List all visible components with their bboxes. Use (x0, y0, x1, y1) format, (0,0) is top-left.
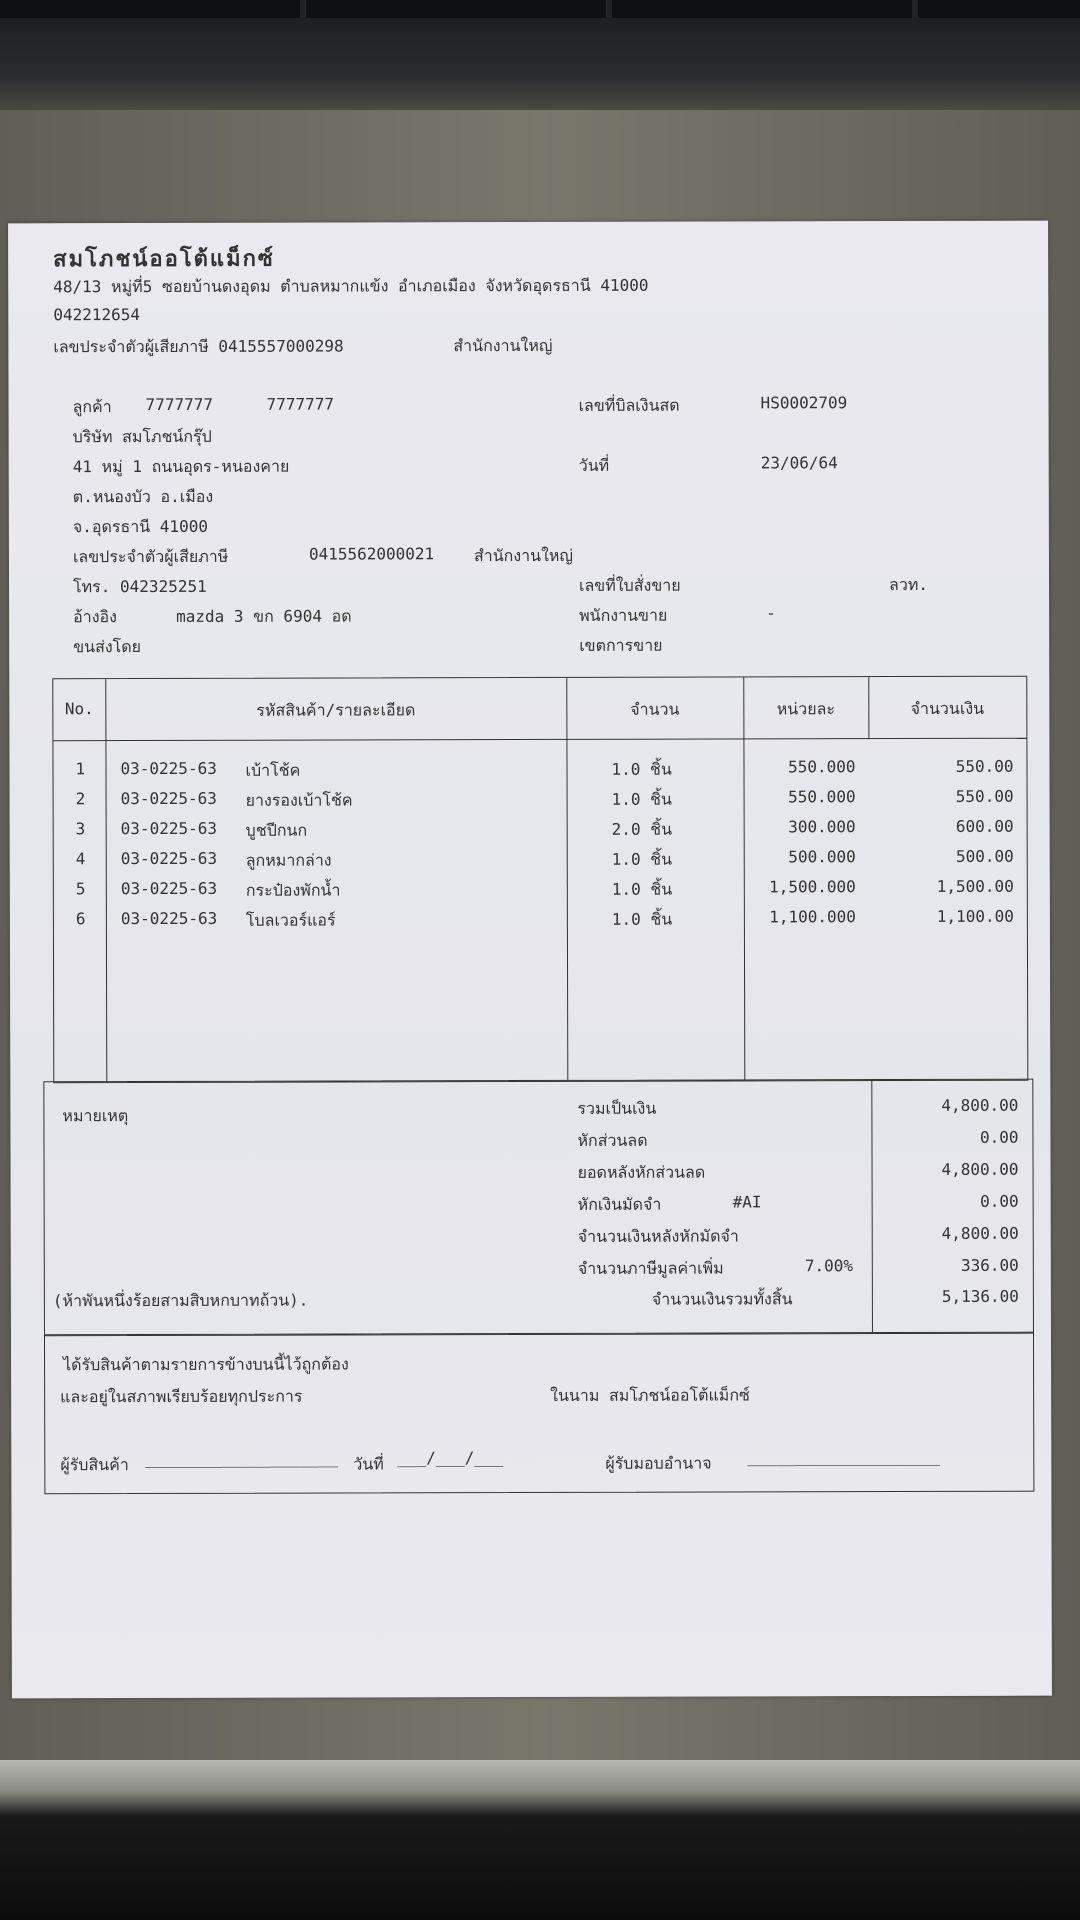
remark-label: หมายเหตุ (62, 1106, 129, 1126)
sales-order-code: ลวท. (888, 574, 929, 595)
row-desc: ลูกหมากล่าง (245, 850, 332, 870)
row-amount: 500.00 (955, 846, 1014, 866)
row-qty: 1.0 ชิ้น (611, 759, 672, 779)
discount-value: 0.00 (979, 1127, 1019, 1147)
reference-value: mazda 3 ขก 6904 อด (176, 606, 352, 626)
company-name: สมโภชน์ออโต้แม็กซ์ (53, 246, 275, 273)
receipt-paper (8, 221, 1052, 1699)
customer-address-3: จ.อุดรธานี 41000 (72, 516, 208, 537)
customer-tax-id: 0415562000021 (308, 544, 435, 564)
row-qty: 2.0 ชิ้น (611, 819, 673, 839)
deposit-value: 0.00 (980, 1191, 1019, 1211)
row-unit-price: 550.000 (788, 757, 856, 777)
reference-label: อ้างอิง (73, 607, 117, 627)
keyboard-edge (0, 0, 1080, 18)
row-unit-price: 1,500.000 (769, 877, 856, 897)
customer-phone: โทร. 042325251 (72, 576, 207, 597)
deposit-code: #AI (732, 1192, 762, 1212)
row-unit-price: 550.000 (788, 787, 856, 807)
customer-name: บริษัท สมโภชน์กรุ๊ป (72, 426, 212, 447)
desk-edge (0, 1760, 1080, 1920)
row-no: 4 (75, 849, 86, 869)
customer-tax-label: เลขประจำตัวผู้เสียภาษี (72, 546, 229, 567)
on-behalf-of: ในนาม สมโภชน์ออโต้แม็กซ์ (550, 1385, 750, 1405)
shipping-label: ขนส่งโดย (73, 637, 142, 657)
row-desc: โบลเวอร์แอร์ (245, 910, 336, 930)
col-header-unit-price: หน่วยละ (776, 699, 835, 719)
bill-no: HS0002709 (760, 393, 848, 413)
after-discount-label: ยอดหลังหักส่วนลด (577, 1162, 706, 1182)
received-line-1: ได้รับสินค้าตามรายการข้างบนนี้ไว้ถูกต้อง (63, 1354, 349, 1375)
vat-rate: 7.00% (804, 1256, 853, 1276)
customer-code-2: 7777777 (266, 394, 335, 414)
row-amount: 1,500.00 (936, 876, 1014, 896)
subtotal-value: 4,800.00 (941, 1095, 1019, 1115)
salesperson-value: - (766, 603, 776, 623)
row-qty: 1.0 ชิ้น (611, 849, 673, 869)
grand-total-value: 5,136.00 (941, 1286, 1019, 1306)
row-qty: 1.0 ชิ้น (611, 879, 673, 899)
after-deposit-value: 4,800.00 (941, 1223, 1019, 1243)
company-tax-id: เลขประจำตัวผู้เสียภาษี 0415557000298 (53, 336, 344, 357)
deposit-label: หักเงินมัดจำ (577, 1194, 662, 1214)
col-header-no: No. (64, 699, 94, 719)
row-code: 03-0225-63 (120, 848, 218, 869)
row-desc: เบ้าโช้ค (245, 760, 301, 780)
row-unit-price: 300.000 (788, 817, 856, 837)
subtotal-label: รวมเป็นเงิน (577, 1098, 657, 1118)
row-desc: กระป๋องพักน้ำ (245, 880, 341, 900)
items-table (52, 676, 1028, 1084)
row-no: 6 (75, 909, 86, 929)
authorized-signature-line: ____________________ (747, 1446, 940, 1467)
row-code: 03-0225-63 (120, 758, 217, 779)
col-header-qty: จำนวน (630, 699, 680, 719)
receive-date-blank: ___/___/___ (397, 1448, 504, 1468)
bill-date: 23/06/64 (760, 453, 838, 473)
row-desc: บูชปีกนก (245, 820, 308, 840)
row-amount: 550.00 (955, 756, 1014, 776)
company-phone: 042212654 (53, 305, 141, 325)
summary-box (43, 1079, 1034, 1337)
row-code: 03-0225-63 (120, 878, 218, 899)
row-unit-price: 1,100.000 (769, 907, 856, 927)
vat-label: จำนวนภาษีมูลค่าเพิ่ม (577, 1258, 724, 1278)
row-desc: ยางรองเบ้าโช้ค (245, 790, 353, 810)
col-header-item: รหัสสินค้า/รายละเอียด (256, 700, 416, 720)
receive-date-label: วันที่ (353, 1454, 384, 1474)
salesperson-label: พนักงานขาย (579, 605, 668, 625)
row-amount: 600.00 (955, 816, 1014, 836)
receiver-label: ผู้รับสินค้า (60, 1455, 129, 1475)
row-no: 3 (75, 819, 86, 839)
row-no: 5 (75, 879, 86, 899)
row-no: 2 (75, 789, 86, 809)
customer-code: 7777777 (145, 394, 214, 415)
company-address: 48/13 หมู่ที่5 ซอยบ้านดงอุดม ตำบลหมากแข้ง อำเภอเมือง จังหวัดอุดรธานี 41000 (53, 275, 649, 297)
after-discount-value: 4,800.00 (941, 1159, 1019, 1179)
row-unit-price: 500.000 (788, 847, 856, 867)
customer-address-1: 41 หมู่ 1 ถนนอุดร-หนองคาย (72, 456, 290, 477)
vat-value: 336.00 (960, 1255, 1019, 1275)
row-amount: 1,100.00 (936, 906, 1014, 926)
received-line-2: และอยู่ในสภาพเรียบร้อยทุกประการ (60, 1386, 303, 1407)
receiver-signature-line: ____________________ (145, 1448, 338, 1469)
after-deposit-label: จำนวนเงินหลังหักมัดจำ (577, 1226, 739, 1246)
grand-total-label: จำนวนเงินรวมทั้งสิ้น (651, 1289, 793, 1309)
customer-address-2: ต.หนองบัว อ.เมือง (72, 486, 214, 507)
bill-date-label: วันที่ (578, 455, 610, 475)
authorized-label: ผู้รับมอบอำนาจ (605, 1453, 712, 1473)
acknowledgement-box (44, 1332, 1034, 1495)
row-code: 03-0225-63 (120, 818, 218, 839)
row-qty: 1.0 ชิ้น (611, 909, 673, 929)
sales-area-label: เขตการขาย (579, 635, 663, 655)
row-code: 03-0225-63 (120, 788, 217, 809)
discount-label: หักส่วนลด (577, 1130, 648, 1150)
row-code: 03-0225-63 (120, 908, 218, 929)
sales-order-label: เลขที่ใบสั่งขาย (578, 575, 681, 595)
customer-label: ลูกค้า (72, 397, 112, 417)
amount-in-words: (ห้าพันหนึ่งร้อยสามสิบหกบาทถ้วน). (52, 1290, 309, 1311)
customer-branch: สำนักงานใหญ่ (473, 545, 574, 566)
row-qty: 1.0 ชิ้น (611, 789, 672, 809)
row-amount: 550.00 (955, 786, 1014, 806)
company-branch: สำนักงานใหญ่ (453, 335, 553, 356)
row-no: 1 (75, 759, 86, 779)
bill-no-label: เลขที่บิลเงินสด (578, 395, 680, 415)
col-header-amount: จำนวนเงิน (910, 698, 985, 719)
